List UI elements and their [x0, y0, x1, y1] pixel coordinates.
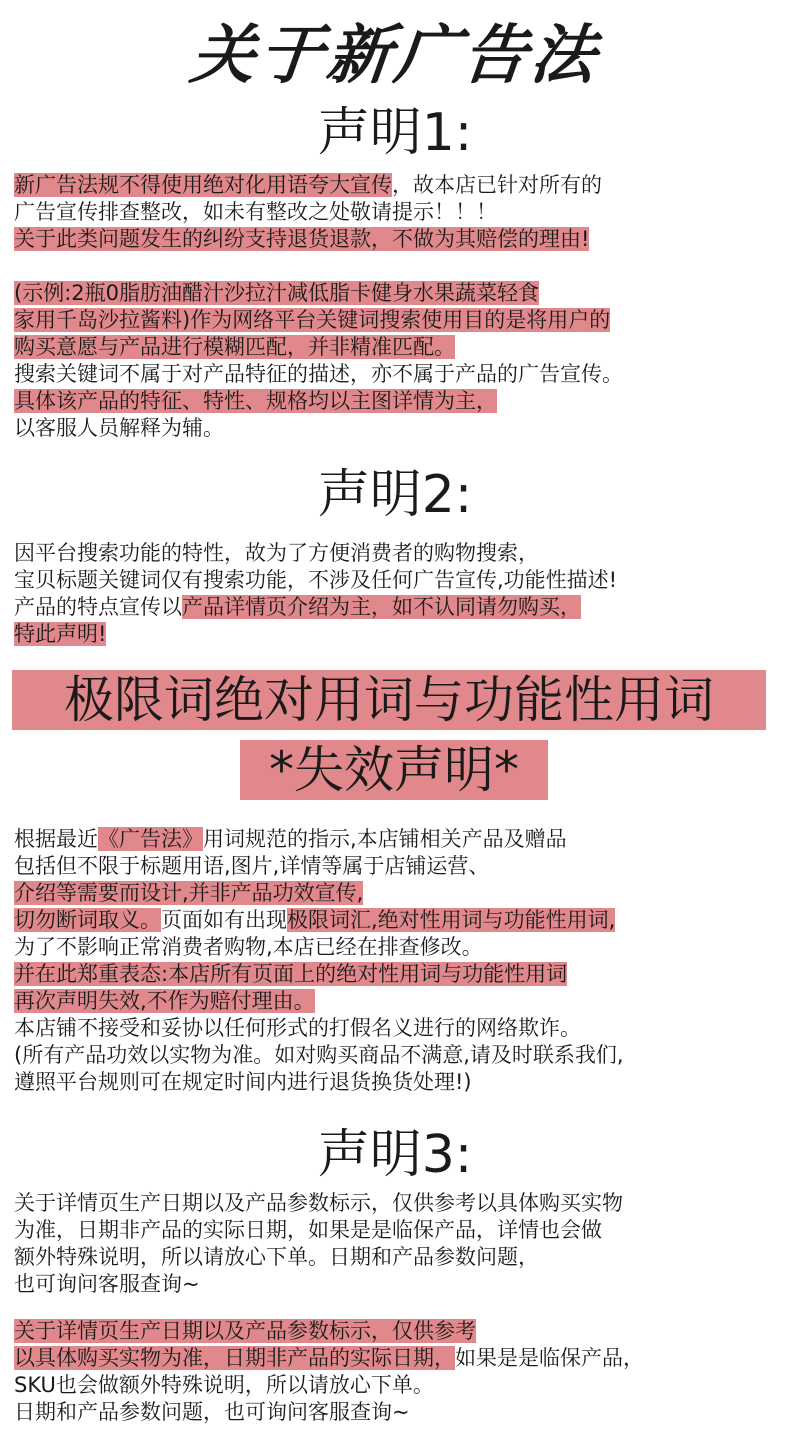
limit-words-banner: 极限词绝对用词与功能性用词	[12, 670, 766, 730]
statement-1-heading: 声明1:	[317, 103, 473, 163]
mid-line-1c: 用词规范的指示,本店铺相关产品及赠品	[203, 827, 567, 851]
mid-line-10: 遵照平台规则可在规定时间内进行退货换货处理!)	[14, 1070, 472, 1094]
s1-line-2: 广告宣传排查整改，如未有整改之处敬请提示！！！	[14, 200, 497, 224]
statement-1-text	[14, 172, 784, 442]
s1-line-3: 关于此类问题发生的纠纷支持退货退款，不做为其赔偿的理由!	[14, 227, 590, 251]
statement-3-repeat-text	[14, 1318, 784, 1426]
s1-line-5: 家用千岛沙拉酱料)作为网络平台关键词搜索使用目的是将用户的	[14, 308, 611, 332]
s2-line-4: 特此声明!	[14, 622, 107, 646]
mid-line-1b-highlight: 《广告法》	[98, 827, 203, 851]
mid-line-5: 为了不影响正常消费者购物,本店已经在排查修改。	[14, 935, 483, 959]
s1-line-4: (示例:2瓶0脂肪油醋汁沙拉汁减低脂卡健身水果蔬菜轻食	[14, 281, 539, 305]
s3-line-4: 也可询问客服查询~	[14, 1272, 200, 1296]
s2-line-3b-highlight: 产品详情页介绍为主，如不认同请勿购买，	[182, 595, 581, 619]
s1-line-1-highlight: 新广告法规不得使用绝对化用语夸大宣传	[14, 173, 392, 197]
statement-3-heading: 声明3:	[317, 1125, 473, 1185]
s3-line-3: 额外特殊说明，所以请放心下单。日期和产品参数问题，	[14, 1245, 539, 1269]
invalid-statement-banner: *失效声明*	[240, 740, 548, 800]
mid-line-2: 包括但不限于标题用语,图片,详情等属于店铺运营、	[14, 854, 490, 878]
mid-line-8: 本店铺不接受和妥协以任何形式的打假名义进行的网络欺诈。	[14, 1016, 581, 1040]
ad-law-statement-text	[14, 826, 784, 1096]
statement-2-text	[14, 540, 784, 648]
s3-line-6a-highlight: 以具体购买实物为准，日期非产品的实际日期，	[14, 1346, 455, 1370]
s2-line-3a: 产品的特点宣传以	[14, 595, 182, 619]
s1-line-6: 购买意愿与产品进行模糊匹配，并非精准匹配。	[14, 335, 455, 359]
s1-line-8: 具体该产品的特征、特性、规格均以主图详情为主，	[14, 389, 497, 413]
mid-line-9: (所有产品功效以实物为准。如对购买商品不满意,请及时联系我们,	[14, 1043, 624, 1067]
statement-2-heading: 声明2:	[317, 465, 473, 525]
s3-line-8: 日期和产品参数问题，也可询问客服查询~	[14, 1400, 410, 1424]
s3-line-1: 关于详情页生产日期以及产品参数标示，仅供参考以具体购买实物	[14, 1191, 623, 1215]
mid-line-3: 介绍等需要而设计,并非产品功效宣传,	[14, 881, 364, 905]
s1-line-9: 以客服人员解释为辅。	[14, 416, 224, 440]
mid-line-4c-highlight: 极限词汇,绝对性用词与功能性用词,	[287, 908, 616, 932]
s3-line-5: 关于详情页生产日期以及产品参数标示，仅供参考	[14, 1319, 476, 1343]
mid-line-4b: 页面如有出现	[161, 908, 287, 932]
mid-line-4a-highlight: 切勿断词取义。	[14, 908, 161, 932]
mid-line-1a: 根据最近	[14, 827, 98, 851]
mid-line-7: 再次声明失效,不作为赔付理由。	[14, 989, 315, 1013]
s2-line-1: 因平台搜索功能的特性，故为了方便消费者的购物搜索，	[14, 541, 539, 565]
s3-line-7: SKU也会做额外特殊说明，所以请放心下单。	[14, 1373, 434, 1397]
s3-line-6b: 如果是是临保产品，	[455, 1346, 644, 1370]
s1-line-7: 搜索关键词不属于对产品特征的描述，亦不属于产品的广告宣传。	[14, 362, 623, 386]
s1-line-1-rest: ，故本店已针对所有的	[392, 173, 602, 197]
s2-line-2: 宝贝标题关键词仅有搜索功能，不涉及任何广告宣传,功能性描述!	[14, 568, 618, 592]
s3-line-2: 为准，日期非产品的实际日期，如果是是临保产品，详情也会做	[14, 1218, 602, 1242]
statement-3-text	[14, 1190, 784, 1298]
page-title: 关于新广告法	[187, 19, 603, 93]
mid-line-6: 并在此郑重表态:本店所有页面上的绝对性用词与功能性用词	[14, 962, 568, 986]
